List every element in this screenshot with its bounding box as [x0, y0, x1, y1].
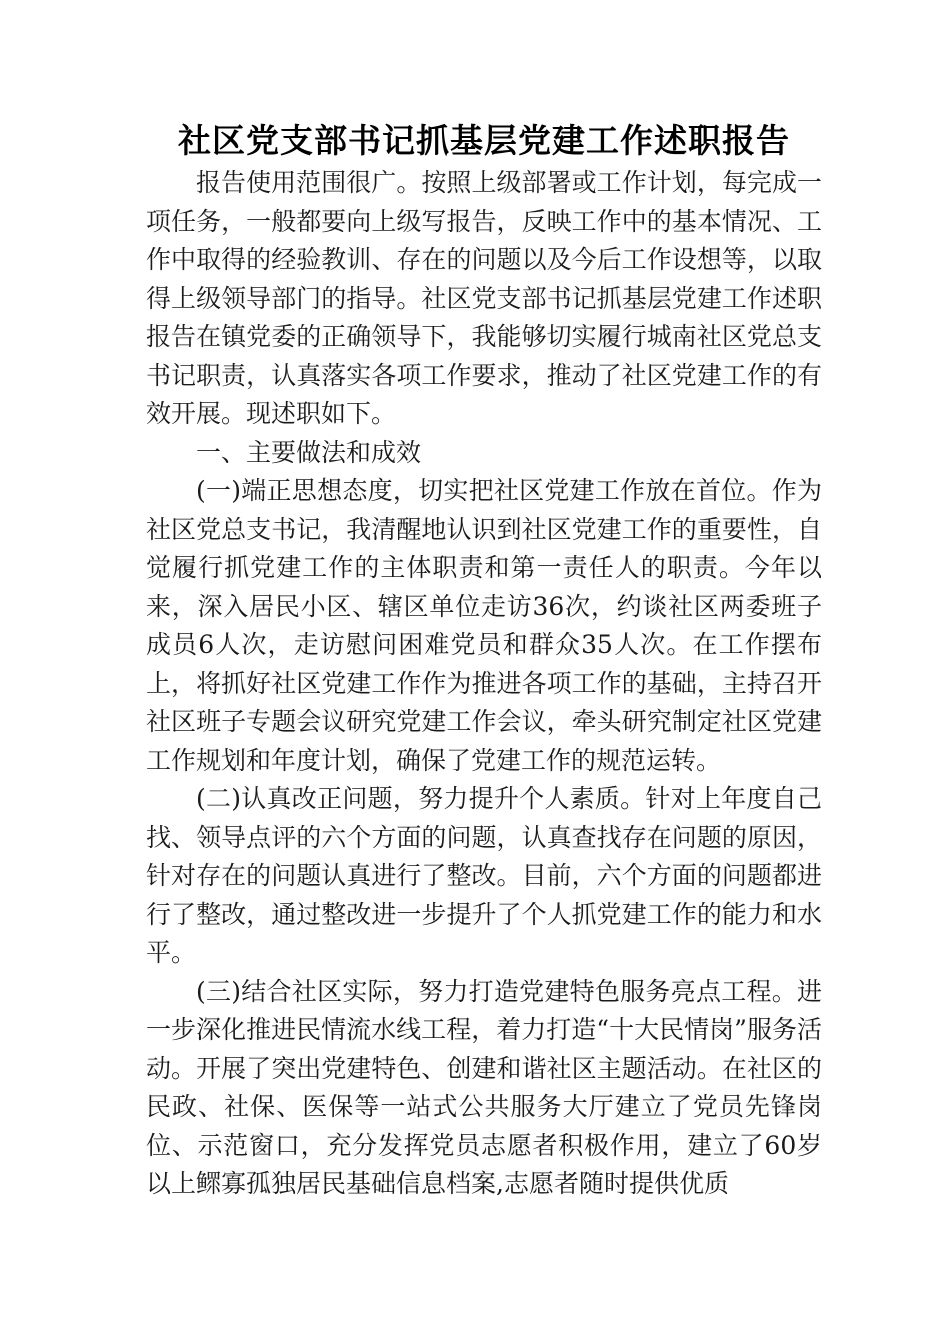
paragraph-1: (一)端正思想态度，切实把社区党建工作放在首位。作为社区党总支书记，我清醒地认识到社区党建工作的重要性，自觉履行抓党建工作的主体职责和第一责任人的职责。今年以来，深入居民小区、辖区单位走访36次，约谈社区两委班子成员6人次，走访慰问困难党员和群众35人次。在工作摆布上，将抓好社区党建工作作为推进各项工作的基础，主持召开社区班子专题会议研究党建工作会议，牵头研究制定社区党建工作规划和年度计划，确保了党建工作的规范运转。 [146, 476, 822, 775]
document-body [146, 164, 822, 1204]
section-heading: 一、主要做法和成效 [196, 437, 422, 467]
paragraph-2: (二)认真改正问题，努力提升个人素质。针对上年度自己找、领导点评的六个方面的问题，认真查找存在问题的原因，针对存在的问题认真进行了整改。目前，六个方面的问题都进行了整改，通过整改进一步提升了个人抓党建工作的能力和水平。 [146, 784, 822, 967]
paragraph-3: (三)结合社区实际，努力打造党建特色服务亮点工程。进一步深化推进民情流水线工程，着力打造“十大民情岗”服务活动。开展了突出党建特色、创建和谐社区主题活动。在社区的民政、社保、医保等一站式公共服务大厅建立了党员先锋岗位、示范窗口，充分发挥党员志愿者积极作用，建立了60岁以上鳏寡孤独居民基础信息档案,志愿者随时提供优质 [146, 976, 822, 1198]
document-page [146, 118, 822, 1204]
intro-paragraph: 报告使用范围很广。按照上级部署或工作计划，每完成一项任务，一般都要向上级写报告，反映工作中的基本情况、工作中取得的经验教训、存在的问题以及今后工作设想等，以取得上级领导部门的指导。社区党支部书记抓基层党建工作述职报告在镇党委的正确领导下，我能够切实履行城南社区党总支书记职责，认真落实各项工作要求，推动了社区党建工作的有效开展。现述职如下。 [146, 168, 822, 428]
document-title: 社区党支部书记抓基层党建工作述职报告 [178, 121, 790, 160]
